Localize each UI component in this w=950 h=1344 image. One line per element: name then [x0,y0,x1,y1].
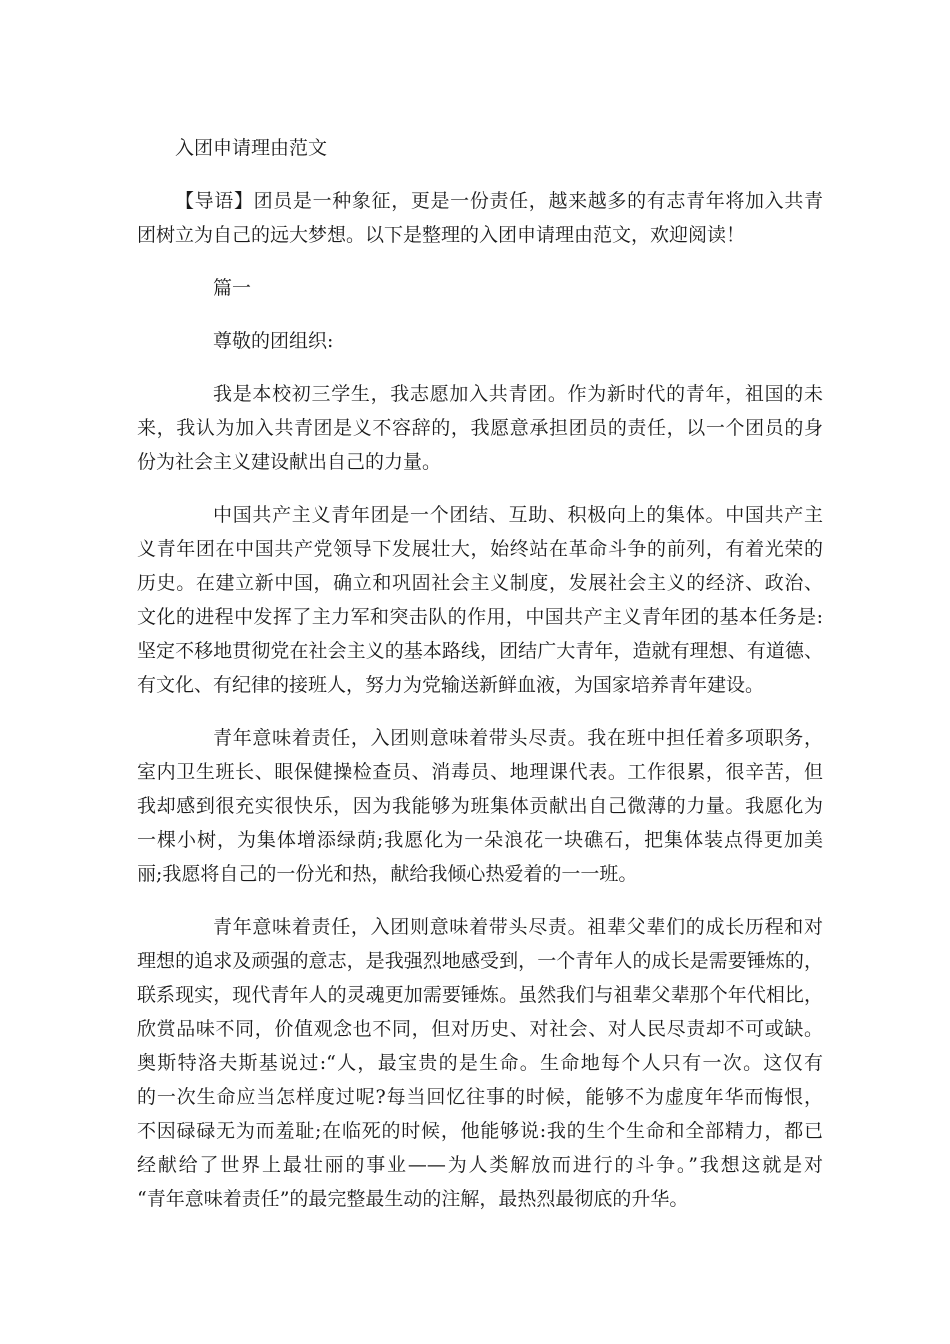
paragraph-line: 我是本校初三学生，我志愿加入共青团。作为新时代的青年，祖国的未 [213,383,823,405]
paragraph-line: 理想的追求及顽强的意志，是我强烈地感受到，一个青年人的成长是需要锤炼的， [137,950,823,972]
paragraph-line: 一棵小树，为集体增添绿荫;我愿化为一朵浪花一块礁石，把集体装点得更加美 [137,829,823,851]
paragraph-line: 联系现实，现代青年人的灵魂更加需要锤炼。虽然我们与祖辈父辈那个年代相比， [137,984,823,1006]
intro-line: 【导语】团员是一种象征，更是一份责任，越来越多的有志青年将加入共青 [175,190,823,212]
paragraph-line: 来，我认为加入共青团是义不容辞的，我愿意承担团员的责任，以一个团员的身 [137,417,823,439]
paragraph-line: 份为社会主义建设献出自己的力量。 [137,451,442,473]
paragraph-line: 我却感到很充实很快乐，因为我能够为班集体贡献出自己微薄的力量。我愿化为 [137,795,823,817]
body-paragraph-4 [137,910,823,1216]
paragraph-line: 室内卫生班长、眼保健操检查员、消毒员、地理课代表。工作很累，很辛苦，但 [137,761,823,783]
paragraph-line: 义青年团在中国共产党领导下发展壮大，始终站在革命斗争的前列，有着光荣的 [137,538,823,560]
body-paragraph-3 [137,721,823,891]
paragraph-line: 历史。在建立新中国，确立和巩固社会主义制度，发展社会主义的经济、政治、 [137,572,823,594]
paragraph-line: 青年意味着责任，入团则意味着带头尽责。我在班中担任着多项职务， [213,727,823,749]
paragraph-line: 不因碌碌无为而羞耻;在临死的时候，他能够说:我的生个生命和全部精力，都已 [137,1120,823,1142]
paragraph-line: 经献给了世界上最壮丽的事业——为人类解放而进行的斗争。”我想这就是对 [137,1154,823,1176]
document-title: 入团申请理由范文 [175,137,328,159]
document-body [137,131,823,1235]
paragraph-line: 的一次生命应当怎样度过呢?每当回忆往事的时候，能够不为虚度年华而悔恨， [137,1086,823,1108]
intro-line: 团树立为自己的远大梦想。以下是整理的入团申请理由范文，欢迎阅读！ [137,224,746,246]
paragraph-line: “青年意味着责任”的最完整最生动的注解，最热烈最彻底的升华。 [137,1188,689,1210]
paragraph-line: 奥斯特洛夫斯基说过:“人，最宝贵的是生命。生命地每个人只有一次。这仅有 [137,1052,823,1074]
section-heading: 篇一 [213,277,252,299]
paragraph-line: 丽;我愿将自己的一份光和热，献给我倾心热爱着的一一班。 [137,863,638,885]
paragraph-line: 坚定不移地贯彻党在社会主义的基本路线，团结广大青年，造就有理想、有道德、 [137,640,823,662]
salutation: 尊敬的团组织: [213,330,334,352]
paragraph-line: 青年意味着责任，入团则意味着带头尽责。祖辈父辈们的成长历程和对 [213,916,823,938]
paragraph-line: 中国共产主义青年团是一个团结、互助、积极向上的集体。中国共产主 [213,504,823,526]
body-paragraph-2 [137,498,823,702]
body-paragraph-1 [137,377,823,479]
intro-paragraph [137,184,823,252]
paragraph-line: 有文化、有纪律的接班人，努力为党输送新鲜血液，为国家培养青年建设。 [137,674,765,696]
paragraph-line: 文化的进程中发挥了主力军和突击队的作用，中国共产主义青年团的基本任务是: [137,606,823,628]
paragraph-line: 欣赏品味不同，价值观念也不同，但对历史、对社会、对人民尽责却不可或缺。 [137,1018,823,1040]
